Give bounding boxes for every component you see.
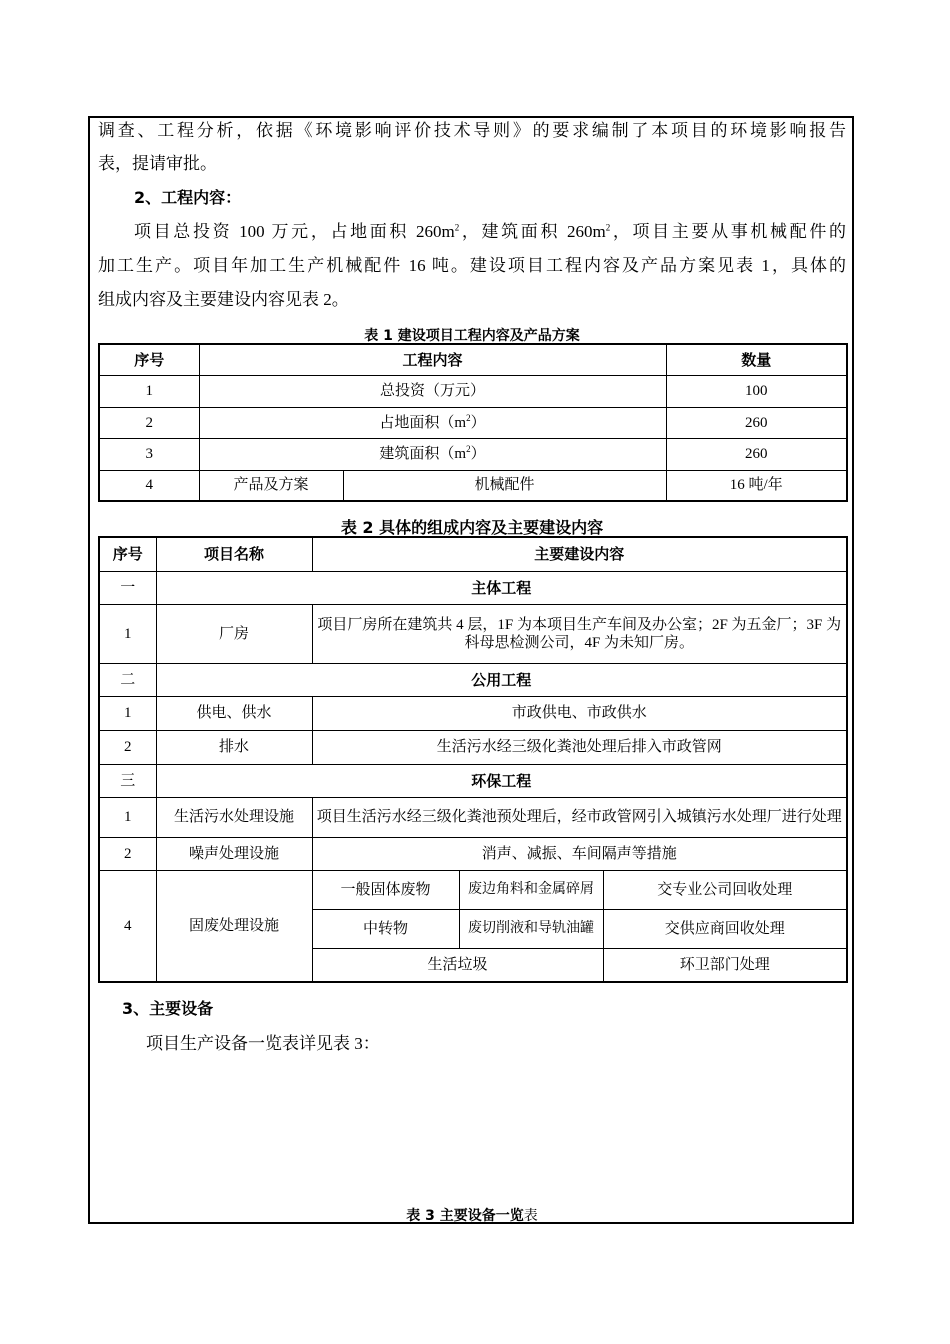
table-1-caption: 表 1 建设项目工程内容及产品方案 [364,328,580,344]
section-2-heading: 2、工程内容： [134,188,242,207]
intro-line-2: 表，提请审批。 [98,154,217,173]
table-1-header-no: 序号 [99,344,199,375]
table-row: 1 供电、供水 市政供电、市政供水 [99,696,847,730]
table-2-header-name: 项目名称 [156,537,312,571]
table-2 [98,536,848,983]
table-row: 4 固废处理设施 一般固体废物 废边角料和金属碎屑 交专业公司回收处理 [99,870,847,909]
table-2-caption: 表 2 具体的组成内容及主要建设内容 [340,518,604,537]
table-row: 2 噪声处理设施 消声、减振、车间隔声等措施 [99,837,847,870]
section-3-heading: 3、主要设备 [122,999,214,1018]
table-1-header-content: 工程内容 [199,344,666,375]
table-row: 1 总投资（万元） 100 [99,375,847,407]
intro-line-1: 调查、工程分析，依据《环境影响评价技术导则》的要求编制了本项目的环境影响报告 [98,121,846,140]
table-row: 二 公用工程 [99,663,847,696]
table-row: 1 厂房 项目厂房所在建筑共 4 层，1F 为本项目生产车间及办公室；2F 为五金厂；3F 为科母思检测公司，4F 为未知厂房。 [99,604,847,663]
table-row: 1 生活污水处理设施 项目生活污水经三级化粪池预处理后，经市政管网引入城镇污水处理厂进行处理 [99,797,847,837]
table-3-caption: 表 3 主要设备一览表 [406,1208,538,1224]
section-2-para-line-2: 加工生产。项目年加工生产机械配件 16 吨。建设项目工程内容及产品方案见表 1，具体的 [98,256,846,275]
table-row: 3 建筑面积$(m^2)$ 260 [99,438,847,470]
section-3-para: 项目生产设备一览表详见表 3： [146,1034,380,1053]
table-2-header-no: 序号 [99,537,156,571]
section-2-para-line-3: 组成内容及主要建设内容见表 2。 [98,290,349,309]
table-1-header-qty: 数量 [666,344,847,375]
table-row: 生活垃圾 环卫部门处理 [99,948,847,982]
table-row: 三 环保工程 [99,764,847,797]
table-row: 4 产品及方案 机械配件 16 吨/年 [99,470,847,501]
table-row: 2 占地面积$(m^2)$ 260 [99,407,847,438]
table-2-header-content: 主要建设内容 [312,537,847,571]
table-row: 一 主体工程 [99,571,847,604]
section-2-para-line-1: 项目总投资 100 万元，占地面积 $260m^2$，建筑面积 $260m^2$，项目主要从事机械配件的 [134,222,846,241]
table-row: 中转物 废切削液和导轨油罐 交供应商回收处理 [99,909,847,948]
table-row: 2 排水 生活污水经三级化粪池处理后排入市政管网 [99,730,847,764]
table-1 [98,343,848,502]
